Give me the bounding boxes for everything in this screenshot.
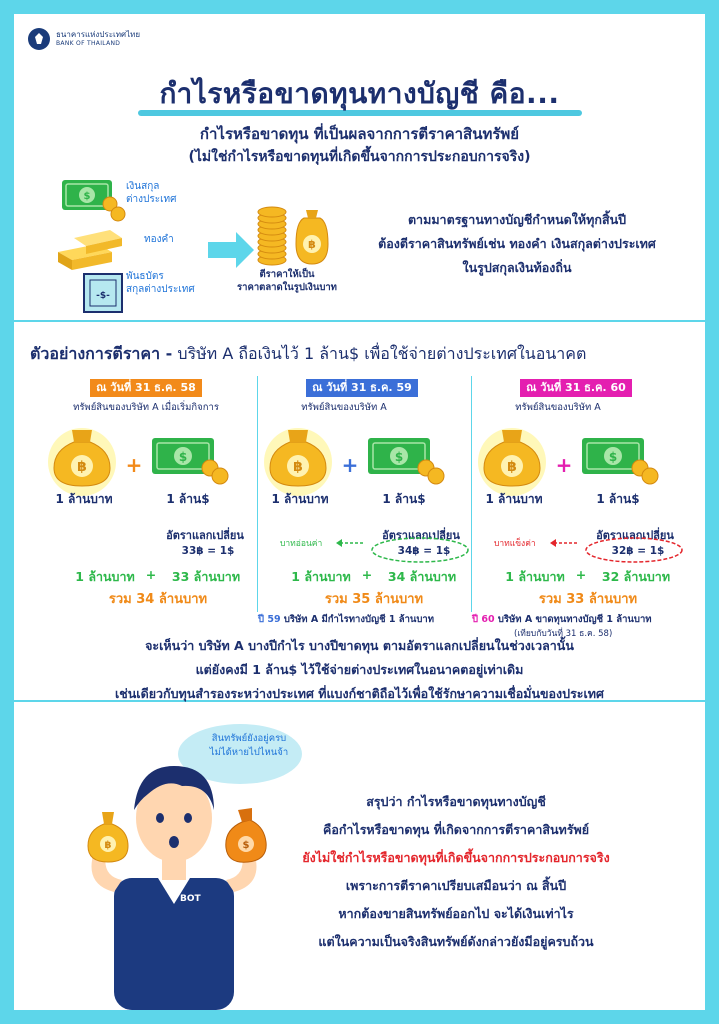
svg-text:฿: ฿ [293,459,303,475]
baht-amount: 1 ล้านบาท [55,492,113,506]
subtitle-secondary: (ไม่ใช่กำไรหรือขาดทุนที่เกิดขึ้นจากการประกอบการจริง) [188,149,531,165]
divider-top [14,320,705,322]
speech-bubble-text: สินทรัพย์ยังอยู่ครบ ไม่ได้หายไปไหนจ้า [209,733,289,758]
assets-icons [464,416,664,496]
plus-sign: + [125,453,143,477]
svg-text:$: $ [394,450,404,464]
label-gold: ทองคำ [144,234,174,245]
accounting-standard-text: ตามมาตรฐานทางบัญชีกำหนดให้ทุกสิ้นปี ต้องตีราคาสินทรัพย์เช่น ทองคำ เงินสกุลต่างประเทศ ในรูปสกุลเงินท้องถิ่น [378,212,656,275]
plus-sign: + [341,453,359,477]
svg-text:$: $ [178,450,188,464]
sum-plus: + [575,567,587,582]
summary-line-1: จะเห็นว่า บริษัท A บางปีกำไร บางปีขาดทุน ตามอัตราแลกเปลี่ยนในช่วงเวลานั้น [145,638,574,653]
rate-label: อัตราแลกเปลี่ยน [382,529,460,542]
coin-stack-bag-icon [246,188,336,270]
rate-note: บาทอ่อนค่า [280,539,323,549]
baht-money-bag-icon [264,428,332,496]
subtitle-primary: กำไรหรือขาดทุน ที่เป็นผลจากการตีราคาสินทรัพย์ [199,125,520,143]
rate-label: อัตราแลกเปลี่ยน [596,529,674,542]
conclusion-line-5: หากต้องขายสินทรัพย์ออกไป จะได้เงินเท่าไร [338,906,574,921]
sum-left: 1 ล้านบาท [505,569,565,584]
rate-value: 33฿ = 1$ [181,545,235,557]
gold-bar-icon [58,230,122,270]
sum-plus: + [145,567,157,582]
usd-amount: 1 ล้าน$ [596,492,640,506]
sum-plus: + [361,567,373,582]
rate-highlight-circle [362,524,472,564]
rate-value: 32฿ = 1$ [611,545,665,557]
summary-line-2: แต่ยังคงมี 1 ล้าน$ ไว้ใช้จ่ายต่างประเทศในอนาคตอยู่เท่าเดิม [195,662,524,677]
baht-money-bag-icon [478,428,546,496]
assets-icons [34,416,234,496]
svg-text:$: $ [608,450,618,464]
svg-text:-$-: -$- [96,291,110,301]
example-heading: ตัวอย่างการตีราคา - บริษัท A ถือเงินไว้ 1 ล้าน$ เพื่อใช้จ่ายต่างประเทศในอนาคต [30,344,587,363]
conclusion-line-1: สรุปว่า กำไรหรือขาดทุนทางบัญชี [366,794,546,809]
baht-money-bag-icon [48,428,116,496]
result-text: ปี 60 บริษัท A ขาดทุนทางบัญชี 1 ล้านบาท [472,614,652,625]
sum-right: 34 ล้านบาท [387,569,457,584]
svg-text:฿: ฿ [104,840,112,851]
assets-label: ทรัพย์สินของบริษัท A [301,402,387,413]
usd-amount: 1 ล้าน$ [382,492,426,506]
total: รวม 33 ล้านบาท [538,592,638,607]
shirt-logo-text: BOT [180,894,201,904]
rate-note: บาทแข็งค่า [494,539,536,549]
baht-money-bag-icon [88,812,128,862]
conclusion-line-6: แต่ในความเป็นจริงสินทรัพย์ดังกล่าวยังมีอยู่ครบถ้วน [318,934,594,949]
date-tag: ณ วันที่ 31 ธ.ค. 59 [306,379,418,397]
conclusion-line-2: คือกำไรหรือขาดทุน ที่เกิดจากการตีราคาสินทรัพย์ [322,822,590,837]
label-foreign-cash: เงินสกุล ต่างประเทศ [126,181,177,205]
conclusion-line-3: ยังไม่ใช่กำไรหรือขาดทุนที่เกิดขึ้นจากการประกอบการจริง [302,850,610,865]
sum-left: 1 ล้านบาท [75,569,135,584]
usd-amount: 1 ล้าน$ [166,492,210,506]
rate-label: อัตราแลกเปลี่ยน [166,529,244,542]
svg-text:$: $ [83,191,91,202]
baht-amount: 1 ล้านบาท [271,492,329,506]
logo-english-text: BANK OF THAILAND [56,40,121,47]
result-text: ปี 59 บริษัท A มีกำไรทางบัญชี 1 ล้านบาท [258,614,435,625]
date-tag: ณ วันที่ 31 ธ.ค. 60 [520,379,632,397]
baht-amount: 1 ล้านบาท [485,492,543,506]
sum-right: 32 ล้านบาท [601,569,671,584]
total: รวม 34 ล้านบาท [108,592,208,607]
assets-label: ทรัพย์สินของบริษัท A เมื่อเริ่มกิจการ [73,402,219,413]
bond-certificate-icon [84,274,122,312]
summary-line-3: เช่นเดียวกับทุนสำรองระหว่างประเทศ ที่แบงก์ชาติถือไว้เพื่อใช้รักษาความเชื่อมั่นของประเทศ [115,686,604,701]
total: รวม 35 ล้านบาท [324,592,424,607]
cash-icon [62,180,125,221]
dollar-money-bag-icon [226,808,266,862]
conclusion-line-4: เพราะการตีราคาเปรียบเสมือนว่า ณ สิ้นปี [345,878,567,893]
arrow-left-icon [336,538,366,548]
assets-icons [250,416,450,496]
result-subnote: (เทียบกับวันที่ 31 ธ.ค. 58) [514,629,613,639]
label-bond: พันธบัตร สกุลต่างประเทศ [126,271,195,295]
dollar-cash-icon [152,438,228,484]
bot-emblem-icon [28,28,50,50]
rate-value: 34฿ = 1$ [397,545,451,557]
dollar-cash-icon [368,438,444,484]
date-tag: ณ วันที่ 31 ธ.ค. 58 [90,379,202,397]
sum-left: 1 ล้านบาท [291,569,351,584]
dollar-cash-icon [582,438,658,484]
revalue-caption: ตีราคาให้เป็น ราคาตลาดในรูปเงินบาท [237,269,337,293]
svg-text:$: $ [242,840,250,851]
logo-thai-text: ธนาคารแห่งประเทศไทย [56,30,141,39]
rate-highlight-circle [576,524,686,564]
arrow-left-icon [550,538,580,548]
svg-text:฿: ฿ [308,238,316,251]
plus-sign: + [555,453,573,477]
svg-text:฿: ฿ [77,459,87,475]
assets-label: ทรัพย์สินของบริษัท A [515,402,601,413]
svg-text:฿: ฿ [507,459,517,475]
bot-logo [28,28,140,50]
page-title: กำไรหรือขาดทุนทางบัญชี คือ... [159,77,560,110]
infographic-card [14,14,705,1010]
sum-right: 33 ล้านบาท [171,569,241,584]
